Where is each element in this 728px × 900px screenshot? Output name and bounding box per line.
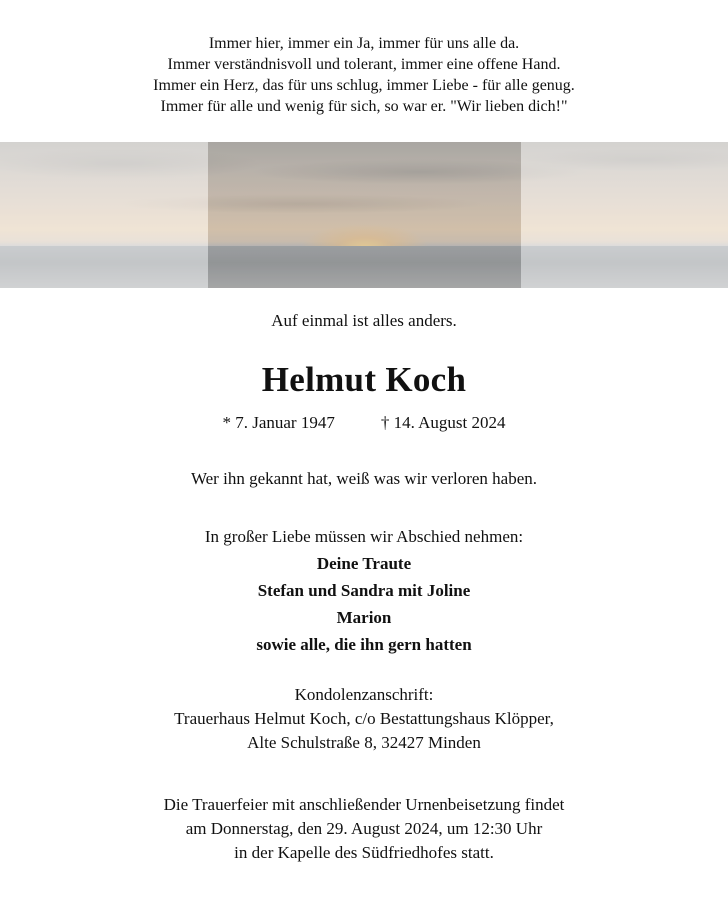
mourner-name: sowie alle, die ihn gern hatten [256,635,472,654]
condolence-line: Trauerhaus Helmut Koch, c/o Bestattungshaus Klöpper, [174,709,554,728]
life-dates [0,413,728,433]
funeral-ceremony-info [0,793,728,865]
poem-line: Immer ein Herz, das für uns schlug, immer Liebe - für alle genug. [153,77,575,94]
deceased-name: Helmut Koch [261,360,467,399]
condolence-address [0,683,728,755]
mourner-name: Stefan und Sandra mit Joline [257,581,471,600]
mourner-name: Marion [336,608,392,627]
mourner-name: Deine Traute [316,554,412,573]
image-fade-right [521,142,728,288]
image-fade-left [0,142,208,288]
poem [0,33,728,117]
poem-line: Immer für alle und wenig für sich, so war er. "Wir lieben dich!" [160,98,568,115]
condolence-heading: Kondolenzanschrift: [294,685,434,704]
birth-date: * 7. Januar 1947 [222,413,335,432]
death-date: † 14. August 2024 [380,413,506,432]
ceremony-line: Die Trauerfeier mit anschließender Urnenbeisetzung findet [163,795,565,814]
subtitle: Auf einmal ist alles anders. [271,311,457,330]
condolence-line: Alte Schulstraße 8, 32427 Minden [247,733,481,752]
mourners-block [0,523,728,658]
ceremony-line: in der Kapelle des Südfriedhofes statt. [234,843,494,862]
mourners-intro: In großer Liebe müssen wir Abschied nehmen: [204,527,524,546]
image-center-frame [208,142,521,288]
memorial-quote: Wer ihn gekannt hat, weiß was wir verloren haben. [190,469,538,488]
poem-line: Immer verständnisvoll und tolerant, immer eine offene Hand. [167,56,561,73]
poem-line: Immer hier, immer ein Ja, immer für uns alle da. [208,35,520,52]
sunset-sea-image [0,142,728,288]
ceremony-line: am Donnerstag, den 29. August 2024, um 12:30 Uhr [185,819,543,838]
